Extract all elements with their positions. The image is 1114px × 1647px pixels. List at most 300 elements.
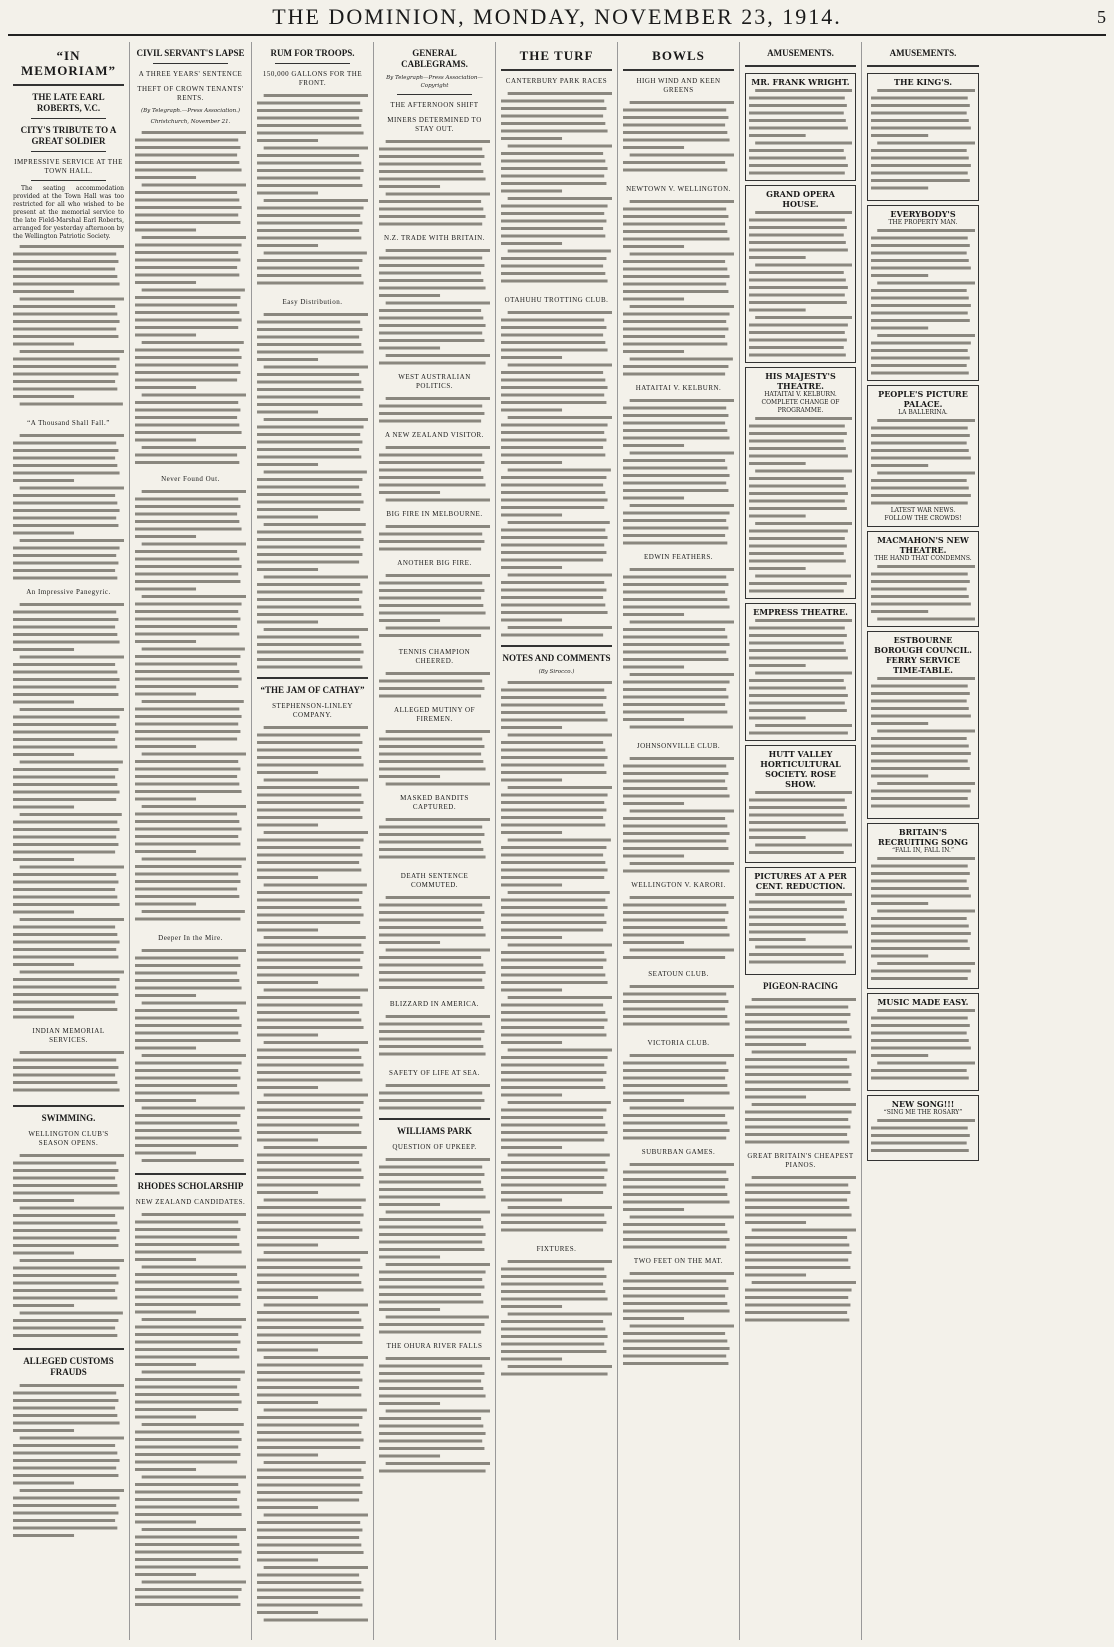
text-line <box>871 700 967 703</box>
text-line <box>871 1054 928 1057</box>
text-line <box>871 603 971 606</box>
divider <box>13 1105 124 1107</box>
body-text-lines <box>871 563 975 623</box>
text-line <box>142 1107 245 1110</box>
text-line <box>501 1305 562 1308</box>
text-line <box>13 851 115 854</box>
headline-suburban-games: SUBURBAN GAMES. <box>641 1148 716 1156</box>
text-line <box>135 161 239 164</box>
text-line <box>752 1103 856 1106</box>
text-line <box>135 1558 238 1561</box>
text-line <box>264 1094 368 1097</box>
text-line <box>501 1064 604 1067</box>
text-line <box>749 923 846 926</box>
headline-nz-trade: N.Z. TRADE WITH BRITAIN. <box>383 234 485 242</box>
text-line <box>877 282 975 285</box>
text-line <box>257 154 359 157</box>
text-line <box>501 1350 606 1353</box>
text-line <box>501 1026 604 1029</box>
text-line <box>379 1308 440 1311</box>
text-line <box>501 122 605 125</box>
text-line <box>135 1092 239 1095</box>
text-line <box>623 1208 684 1211</box>
text-line <box>379 279 483 282</box>
text-line <box>871 707 969 710</box>
text-line <box>264 576 368 579</box>
text-line <box>871 1134 970 1137</box>
text-line <box>13 365 116 368</box>
text-line <box>379 476 483 479</box>
text-line <box>257 786 359 789</box>
text-line <box>13 1482 74 1485</box>
text-line <box>379 200 481 203</box>
text-line <box>135 685 238 688</box>
body-text-lines <box>871 1007 975 1087</box>
text-line <box>623 606 730 609</box>
text-line <box>501 371 603 374</box>
text-line <box>501 1079 603 1082</box>
text-line <box>871 464 928 467</box>
text-line <box>13 1169 118 1172</box>
text-line <box>264 523 366 526</box>
text-line <box>623 1201 730 1204</box>
text-line <box>20 918 124 921</box>
text-line <box>257 109 362 112</box>
article-body <box>379 1013 490 1063</box>
text-line <box>501 989 562 992</box>
text-line <box>135 640 196 643</box>
text-line <box>379 964 483 967</box>
body-text-lines <box>257 724 368 1624</box>
text-line <box>135 1446 238 1449</box>
text-line <box>13 963 74 966</box>
text-line <box>501 1221 606 1224</box>
text-line <box>257 1401 318 1404</box>
text-line <box>623 268 727 271</box>
text-line <box>257 388 364 391</box>
text-line <box>257 358 318 361</box>
text-line <box>13 783 117 786</box>
text-line <box>13 1081 117 1084</box>
text-line <box>379 1038 481 1041</box>
text-line <box>264 884 367 887</box>
text-line <box>13 343 74 346</box>
ad-subtitle: THE PROPERTY MAN. <box>888 219 958 226</box>
text-line <box>379 745 484 748</box>
text-line <box>508 521 610 524</box>
text-line <box>13 1001 115 1004</box>
text-line <box>379 1173 484 1176</box>
text-line <box>501 906 608 909</box>
text-line <box>379 956 481 959</box>
text-line <box>630 101 734 104</box>
text-line <box>257 1574 359 1577</box>
text-line <box>257 1311 359 1314</box>
text-line <box>630 399 734 402</box>
text-line <box>257 177 360 180</box>
text-line <box>135 1341 240 1344</box>
text-line <box>501 801 604 804</box>
text-line <box>135 296 240 299</box>
text-line <box>257 192 318 195</box>
text-line <box>257 959 360 962</box>
text-line <box>135 979 239 982</box>
text-line <box>13 509 120 512</box>
text-line <box>871 610 928 613</box>
text-line <box>501 756 608 759</box>
text-line <box>257 1559 318 1562</box>
text-line <box>386 627 490 630</box>
text-line <box>13 986 116 989</box>
text-line <box>264 726 368 729</box>
headline-fixtures: FIXTURES. <box>536 1245 577 1253</box>
text-line <box>379 339 484 342</box>
text-line <box>623 1295 725 1298</box>
text-line <box>379 287 486 290</box>
text-line <box>877 910 975 913</box>
text-line <box>135 379 237 382</box>
section-heading: “A Thousand Shall Fall.” <box>27 419 110 427</box>
text-line <box>135 1513 242 1516</box>
text-line <box>501 1094 562 1097</box>
text-line <box>379 582 482 585</box>
text-line <box>749 709 847 712</box>
text-line <box>135 439 196 442</box>
text-line <box>257 1289 364 1292</box>
text-line <box>749 331 845 334</box>
text-line <box>13 618 118 621</box>
dateline: Christchurch, November 21. <box>150 119 231 125</box>
text-line <box>749 226 847 229</box>
text-line <box>257 1424 359 1427</box>
divider <box>867 65 979 67</box>
body-text-lines <box>623 983 734 1033</box>
text-line <box>501 476 606 479</box>
text-line <box>142 236 246 239</box>
text-line <box>508 311 612 314</box>
text-line <box>623 109 726 112</box>
newspaper-title: THE DOMINION, MONDAY, NOVEMBER 23, 1914. <box>272 4 842 29</box>
text-line <box>508 364 612 367</box>
text-line <box>871 112 967 115</box>
text-line <box>135 850 196 853</box>
text-line <box>871 865 968 868</box>
text-line <box>379 1402 440 1405</box>
text-line <box>257 1379 362 1382</box>
text-line <box>501 401 606 404</box>
text-line <box>257 734 360 737</box>
text-line <box>13 1534 74 1537</box>
text-line <box>501 167 608 170</box>
text-line <box>501 1019 608 1022</box>
text-line <box>623 1347 730 1350</box>
headline-seatoun: SEATOUN CLUB. <box>648 970 709 978</box>
text-line <box>135 964 240 967</box>
text-line <box>379 1395 486 1398</box>
text-line <box>501 704 603 707</box>
text-line <box>630 358 733 361</box>
text-line <box>13 648 74 651</box>
text-line <box>135 588 196 591</box>
text-line <box>623 260 725 263</box>
text-line <box>623 512 730 515</box>
headline-the-turf: THE TURF <box>519 48 594 63</box>
text-line <box>13 633 117 636</box>
headline-general-cablegrams: GENERAL CABLEGRAMS. <box>401 48 468 69</box>
text-line <box>501 711 605 714</box>
text-line <box>630 200 734 203</box>
text-line <box>13 1334 117 1337</box>
text-line <box>501 439 606 442</box>
text-line <box>257 749 359 752</box>
text-line <box>630 1272 734 1275</box>
text-line <box>20 971 124 974</box>
text-line <box>501 1004 603 1007</box>
text-line <box>257 658 360 661</box>
text-line <box>142 1581 246 1584</box>
text-line <box>623 1077 725 1080</box>
text-line <box>501 779 562 782</box>
text-line <box>749 627 845 630</box>
text-line <box>623 313 730 316</box>
divider <box>623 69 734 71</box>
text-line <box>501 619 562 622</box>
headline-williams-park: WILLIAMS PARK <box>396 1126 473 1136</box>
text-line <box>379 1365 482 1368</box>
text-line <box>379 1455 440 1458</box>
text-line <box>623 238 730 241</box>
text-line <box>13 532 74 535</box>
text-line <box>871 715 971 718</box>
divider <box>31 151 106 152</box>
text-line <box>501 257 606 260</box>
text-line <box>623 870 730 873</box>
ad-peoples-picture-palace <box>867 385 979 527</box>
text-line <box>871 244 970 247</box>
text-line <box>135 1069 238 1072</box>
text-line <box>135 1114 240 1117</box>
text-line <box>13 1414 117 1417</box>
text-line <box>13 328 116 331</box>
text-line <box>135 146 240 149</box>
article-body <box>135 488 246 928</box>
text-line <box>142 805 246 808</box>
ad-his-majestys <box>745 367 856 599</box>
body-text-lines <box>13 1152 124 1342</box>
text-line <box>135 1566 240 1569</box>
headline-victoria-club: VICTORIA CLUB. <box>647 1039 710 1047</box>
text-line <box>749 702 845 705</box>
text-line <box>142 648 245 651</box>
text-line <box>135 251 238 254</box>
text-line <box>749 634 847 637</box>
text-line <box>264 418 368 421</box>
text-line <box>257 568 318 571</box>
body-text-lines <box>623 1270 734 1370</box>
text-line <box>13 313 117 316</box>
body-text-lines <box>749 891 852 971</box>
text-line <box>877 419 975 422</box>
text-line <box>257 1176 364 1179</box>
text-line <box>871 127 971 130</box>
text-line <box>871 502 968 505</box>
text-line <box>623 343 727 346</box>
text-line <box>13 1267 120 1270</box>
text-line <box>135 409 240 412</box>
text-line <box>257 899 359 902</box>
text-line <box>135 1536 237 1539</box>
text-line <box>257 643 361 646</box>
headline-earl-roberts: THE LATE EARL ROBERTS, V.C. <box>32 92 105 113</box>
article-body <box>379 1355 490 1475</box>
text-line <box>749 560 846 563</box>
text-line <box>623 283 726 286</box>
text-line <box>749 829 848 832</box>
text-line <box>749 916 844 919</box>
subheadline-gallons: 150,000 GALLONS FOR THE FRONT. <box>262 70 363 87</box>
ad-body <box>871 855 975 985</box>
text-line <box>13 554 116 557</box>
text-line <box>135 259 240 262</box>
text-line <box>257 1131 361 1134</box>
text-line <box>871 977 968 980</box>
text-line <box>501 846 606 849</box>
section-heading: Easy Distribution. <box>282 298 343 306</box>
body-text-lines <box>257 311 368 671</box>
text-line <box>623 1171 726 1174</box>
text-line <box>623 703 725 706</box>
text-line <box>623 1099 684 1102</box>
text-line <box>745 1289 852 1292</box>
text-line <box>257 1259 360 1262</box>
text-line <box>135 1288 242 1291</box>
text-line <box>257 1454 318 1457</box>
text-line <box>749 157 846 160</box>
headline-another-fire: ANOTHER BIG FIRE. <box>397 559 472 567</box>
text-line <box>623 1084 727 1087</box>
text-line <box>135 1588 242 1591</box>
text-line <box>257 1056 361 1059</box>
text-line <box>386 193 490 196</box>
text-line <box>13 1429 74 1432</box>
text-line <box>749 172 845 175</box>
text-line <box>135 1236 237 1239</box>
text-line <box>135 1032 238 1035</box>
text-line <box>257 351 364 354</box>
text-line <box>264 1514 368 1517</box>
text-line <box>257 1139 318 1142</box>
text-line <box>257 1109 360 1112</box>
text-line <box>135 1431 239 1434</box>
ad-body <box>749 87 852 177</box>
text-line <box>257 184 362 187</box>
text-line <box>501 689 604 692</box>
text-line <box>379 362 486 365</box>
text-line <box>501 771 606 774</box>
text-line <box>623 1317 684 1320</box>
text-line <box>749 799 845 802</box>
text-line <box>501 356 562 359</box>
text-line <box>749 127 848 130</box>
text-line <box>745 1319 849 1322</box>
text-line <box>257 328 362 331</box>
text-line <box>257 1071 360 1074</box>
article-body <box>135 947 246 1167</box>
text-line <box>257 1229 362 1232</box>
text-line <box>257 846 360 849</box>
text-line <box>386 446 490 449</box>
text-line <box>501 499 608 502</box>
text-line <box>501 854 603 857</box>
text-line <box>871 457 971 460</box>
text-line <box>871 1032 967 1035</box>
text-line <box>501 741 603 744</box>
text-line <box>142 1423 244 1426</box>
text-line <box>257 1266 362 1269</box>
text-line <box>623 245 684 248</box>
text-line <box>623 422 725 425</box>
text-line <box>135 1603 240 1606</box>
text-line <box>871 487 969 490</box>
text-line <box>135 1483 238 1486</box>
text-line <box>13 1222 117 1225</box>
text-line <box>13 275 117 278</box>
text-line <box>257 839 364 842</box>
text-line <box>871 752 971 755</box>
text-line <box>142 949 246 952</box>
text-line <box>135 1356 239 1359</box>
text-line <box>623 161 725 164</box>
ad-pictures-reduction <box>745 867 856 975</box>
article-body <box>623 755 734 875</box>
text-line <box>142 910 245 913</box>
text-line <box>501 190 562 193</box>
text-line <box>623 765 726 768</box>
ad-subtitle: THE HAND THAT CONDEMNS. <box>874 555 972 562</box>
text-line <box>264 628 368 631</box>
divider <box>135 1173 246 1175</box>
text-line <box>135 169 242 172</box>
text-line <box>257 546 360 549</box>
text-line <box>135 199 239 202</box>
text-line <box>623 711 727 714</box>
text-line <box>501 394 604 397</box>
text-line <box>257 1086 318 1089</box>
text-line <box>379 469 481 472</box>
text-line <box>379 856 486 859</box>
body-text-lines <box>379 728 490 788</box>
text-line <box>135 1017 239 1020</box>
text-line <box>379 1417 481 1420</box>
text-line <box>745 1296 848 1299</box>
body-text-lines <box>379 1156 490 1336</box>
text-line <box>142 289 245 292</box>
text-line <box>135 461 239 464</box>
article-body <box>623 894 734 964</box>
text-line <box>379 1023 482 1026</box>
text-line <box>135 1348 237 1351</box>
text-line <box>623 298 684 301</box>
text-line <box>630 757 734 760</box>
text-line <box>13 1422 120 1425</box>
text-line <box>135 454 237 457</box>
text-line <box>13 290 74 293</box>
subheadline-nz-candidates: NEW ZEALAND CANDIDATES. <box>135 1198 246 1206</box>
text-line <box>257 169 364 172</box>
article-body <box>13 1382 124 1542</box>
text-line <box>135 1491 240 1494</box>
text-line <box>257 1161 359 1164</box>
